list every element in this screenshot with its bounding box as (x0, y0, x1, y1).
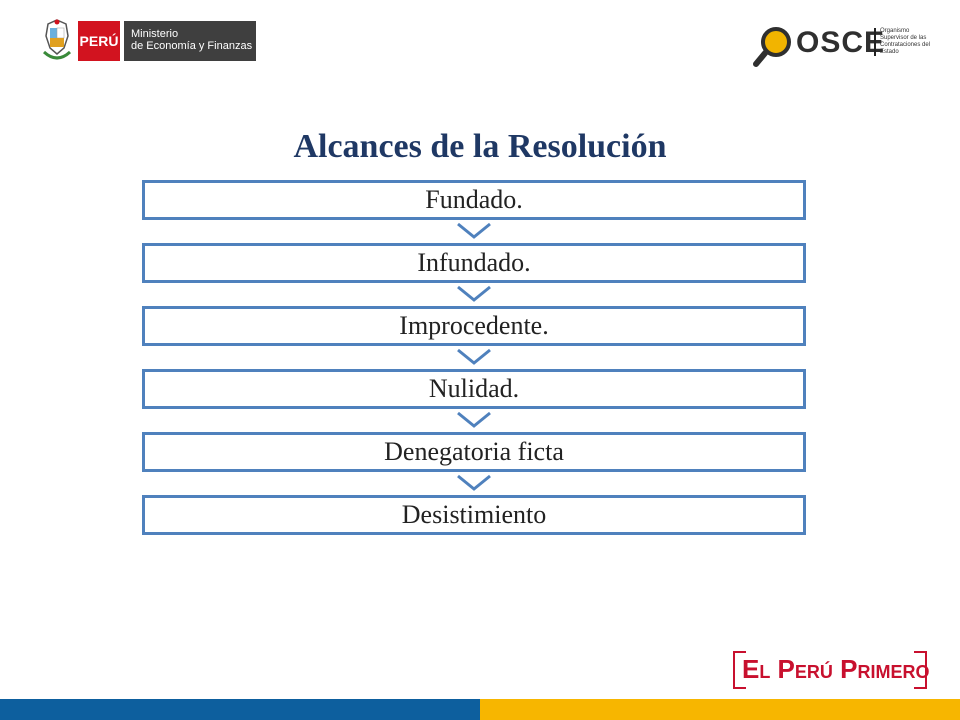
mef-peru-label: PERÚ (78, 21, 120, 61)
step-improcedente: Improcedente. (142, 306, 806, 346)
el-peru-primero-logo (732, 650, 928, 690)
chevron-down-icon (454, 474, 494, 492)
mef-logo (40, 18, 256, 68)
osce-name: OSCE (796, 26, 886, 59)
mef-ministry-line1: Ministerio (131, 28, 179, 40)
mef-ministry-line2: de Economía y Finanzas (131, 40, 253, 52)
osce-logo (752, 24, 932, 70)
magnifier-icon (752, 24, 796, 68)
chevron-down-icon (454, 348, 494, 366)
footer-bar-gold (480, 699, 960, 720)
page-title: Alcances de la Resolución (293, 128, 667, 165)
step-fundado: Fundado. (142, 180, 806, 220)
step-denegatoria-ficta: Denegatoria ficta (142, 432, 806, 472)
step-infundado: Infundado. (142, 243, 806, 283)
step-desistimiento: Desistimiento (142, 495, 806, 535)
peru-coat-of-arms-icon (40, 18, 74, 64)
brand-text: El Perú Primero (742, 654, 930, 684)
osce-subtitle: Organismo Supervisor de las Contrataciones del Estado (874, 28, 936, 56)
step-nulidad: Nulidad. (142, 369, 806, 409)
chevron-down-icon (454, 285, 494, 303)
chevron-down-icon (454, 411, 494, 429)
chevron-down-icon (454, 222, 494, 240)
footer-bar-blue (0, 699, 480, 720)
mef-ministry-label (124, 21, 256, 61)
